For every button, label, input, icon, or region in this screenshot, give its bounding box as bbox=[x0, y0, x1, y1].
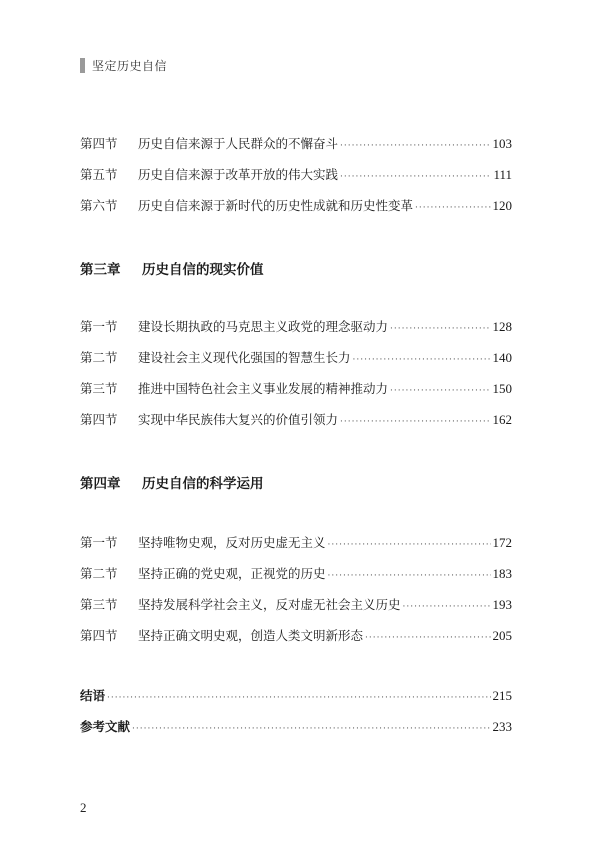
section-title: 历史自信来源于人民群众的不懈奋斗 bbox=[138, 136, 339, 151]
page-ref: 205 bbox=[492, 628, 512, 643]
entry-title: 结语 bbox=[80, 688, 106, 703]
section-title: 建设社会主义现代化强国的智慧生长力 bbox=[138, 350, 351, 365]
section-number: 第三节 bbox=[80, 381, 118, 396]
section-number: 第二节 bbox=[80, 566, 118, 581]
chapter-number: 第三章 bbox=[80, 262, 121, 278]
chapter-heading[interactable] bbox=[80, 258, 264, 280]
section-number: 第四节 bbox=[80, 136, 118, 151]
chapter-number: 第四章 bbox=[80, 476, 121, 492]
toc-entry[interactable] bbox=[80, 165, 512, 185]
section-title: 建设长期执政的马克思主义政党的理念驱动力 bbox=[138, 319, 389, 334]
section-number: 第六节 bbox=[80, 198, 118, 213]
toc-entry[interactable] bbox=[80, 379, 512, 399]
section-number: 第一节 bbox=[80, 319, 118, 334]
section-title: 坚持正确的党史观，正视党的历史 bbox=[138, 566, 326, 581]
page-ref: 120 bbox=[492, 198, 512, 213]
leader-dots bbox=[353, 350, 491, 370]
section-number: 第二节 bbox=[80, 350, 118, 365]
toc-entry-conclusion[interactable] bbox=[80, 686, 512, 706]
section-number: 第五节 bbox=[80, 167, 118, 182]
running-header-title: 坚定历史自信 bbox=[92, 58, 168, 73]
page-ref: 193 bbox=[492, 597, 512, 612]
leader-dots bbox=[403, 597, 491, 617]
toc-entry[interactable] bbox=[80, 564, 512, 584]
toc-entry[interactable] bbox=[80, 317, 512, 337]
toc-entry[interactable] bbox=[80, 134, 512, 154]
section-number: 第三节 bbox=[80, 597, 118, 612]
page-ref: 172 bbox=[492, 535, 512, 550]
header-bar-mark bbox=[80, 58, 85, 73]
toc-entry[interactable] bbox=[80, 626, 512, 646]
section-title: 历史自信来源于新时代的历史性成就和历史性变革 bbox=[138, 198, 414, 213]
chapter-title: 历史自信的科学运用 bbox=[142, 476, 264, 492]
toc-entry[interactable] bbox=[80, 348, 512, 368]
leader-dots bbox=[390, 319, 490, 339]
leader-dots bbox=[415, 198, 490, 218]
section-number: 第一节 bbox=[80, 535, 118, 550]
section-title: 推进中国特色社会主义事业发展的精神推动力 bbox=[138, 381, 389, 396]
section-title: 实现中华民族伟大复兴的价值引领力 bbox=[138, 412, 339, 427]
page-ref: 233 bbox=[492, 719, 512, 734]
section-title: 历史自信来源于改革开放的伟大实践 bbox=[138, 167, 339, 182]
entry-title: 参考文献 bbox=[80, 719, 131, 734]
page-ref: 140 bbox=[492, 350, 512, 365]
leader-dots bbox=[328, 566, 491, 586]
leader-dots bbox=[107, 688, 490, 708]
section-number: 第四节 bbox=[80, 628, 118, 643]
page-ref: 111 bbox=[493, 167, 512, 182]
chapter-heading[interactable] bbox=[80, 472, 264, 494]
page-ref: 103 bbox=[492, 136, 512, 151]
leader-dots bbox=[132, 719, 490, 739]
page-ref: 150 bbox=[492, 381, 512, 396]
chapter-title: 历史自信的现实价值 bbox=[142, 262, 264, 278]
page-ref: 183 bbox=[492, 566, 512, 581]
folio-page-number: 2 bbox=[80, 800, 87, 815]
toc-entry[interactable] bbox=[80, 410, 512, 430]
section-title: 坚持唯物史观，反对历史虚无主义 bbox=[138, 535, 326, 550]
toc-entry[interactable] bbox=[80, 595, 512, 615]
leader-dots bbox=[340, 412, 490, 432]
section-title: 坚持发展科学社会主义，反对虚无社会主义历史 bbox=[138, 597, 401, 612]
section-number: 第四节 bbox=[80, 412, 118, 427]
page-ref: 162 bbox=[492, 412, 512, 427]
section-title: 坚持正确文明史观，创造人类文明新形态 bbox=[138, 628, 364, 643]
leader-dots bbox=[328, 535, 491, 555]
leader-dots bbox=[340, 136, 490, 156]
toc-entry[interactable] bbox=[80, 196, 512, 216]
toc-entry[interactable] bbox=[80, 533, 512, 553]
toc-entry-references[interactable] bbox=[80, 717, 512, 737]
page-ref: 128 bbox=[492, 319, 512, 334]
leader-dots bbox=[340, 167, 491, 187]
leader-dots bbox=[390, 381, 490, 401]
leader-dots bbox=[365, 628, 490, 648]
page-ref: 215 bbox=[492, 688, 512, 703]
running-header bbox=[80, 57, 167, 73]
